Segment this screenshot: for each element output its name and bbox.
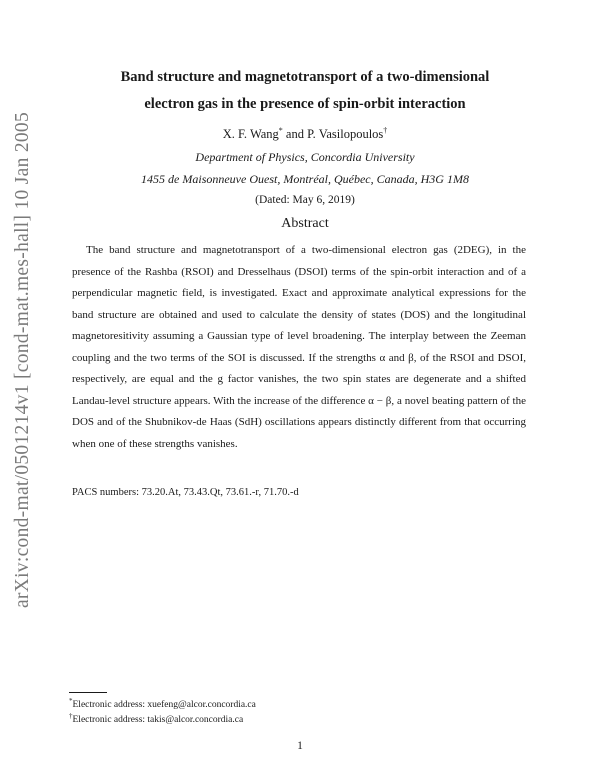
footnote-mark-2: † [69,712,73,720]
affiliation-address: 1455 de Maisonneuve Ouest, Montréal, Québec, Canada, H3G 1M8 [141,172,469,186]
author-vasilopoulos-footnote-mark: † [383,126,388,135]
page-number: 1 [297,740,303,752]
author-connector: and [282,127,308,142]
footnote-mark-1: * [69,697,73,705]
author-vasilopoulos: P. Vasilopoulos [307,127,384,142]
affiliation-department: Department of Physics, Concordia University [195,150,415,164]
footnote-text-2: Electronic address: takis@alcor.concordia.ca [72,715,244,726]
author-wang-footnote-mark: * [278,126,283,135]
arxiv-identifier-sidebar [8,110,38,610]
abstract-heading: Abstract [281,216,329,231]
footnote-divider [69,692,107,693]
title-line-1: Band structure and magnetotransport of a two-dimensional [120,69,490,85]
arxiv-identifier: arXiv:cond-mat/0501214v1 [cond-mat.mes-hall] 10 Jan 2005 [12,111,34,609]
abstract-text: The band structure and magnetotransport of a two-dimensional electron gas (2DEG), in the presence of the Rashba (RSOI) and Dresselhaus (DSOI) terms of the spin-orbit interaction and of a perpendicular magnetic field, is investigated. Exact and approximate analytical expressions for the band structure are obtained and used to calculate the density of states (DOS) and the longitudinal magnetoresitivity assuming a Gaussian type of level broadening. The interplay between the Zeeman coupling and the two terms of the SOI is discussed. If the strengths α and β, of the RSOI and DSOI, respectively, are equal and the g factor vanishes, the two spin states are degenerate and a shifted Landau-level structure appears. With the increase of the difference α − β, a novel beating pattern of the DOS and of the Shubnikov-de Haas (SdH) oscillations appears distinctly different from that occurring when one of these strengths vanishes. [72,244,526,450]
author-wang: X. F. Wang [222,127,279,142]
date-line: (Dated: May 6, 2019) [255,194,355,206]
footnote-text-1: Electronic address: xuefeng@alcor.concordia.ca [72,700,256,711]
paper-title [70,64,540,118]
author-list [70,126,540,142]
title-line-2: electron gas in the presence of spin-orbit interaction [144,96,466,112]
footnote-vasilopoulos-email [69,712,469,725]
footnote-wang-email [69,697,469,710]
pacs-numbers: PACS numbers: 73.20.At, 73.43.Qt, 73.61.-r, 71.70.-d [72,487,299,498]
